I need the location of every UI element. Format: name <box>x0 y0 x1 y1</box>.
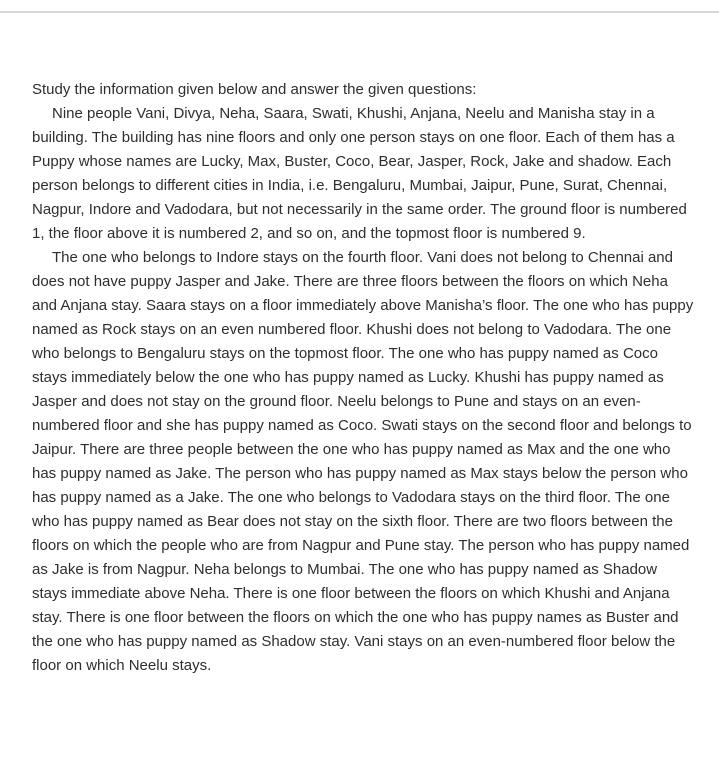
instruction-heading: Study the information given below and answer the given questions: <box>32 81 477 98</box>
puzzle-paragraph-clues: The one who belongs to Indore stays on the fourth floor. Vani does not belong to Chennai and does not have puppy Jasper and Jake. There are three floors between the floors on which Neha and Anjana stay. Saara stays on a floor immediately above Manisha’s floor. The one who has puppy named as Rock stays on an even numbered floor. Khushi does not belong to Vadodara. The one who belongs to Bengaluru stays on the topmost floor. The one who has puppy named as Coco stays immediately below the one who has puppy named as Lucky. Khushi has puppy named as Jasper and does not stay on the ground floor. Neelu belongs to Pune and stays on an even-numbered floor and she has puppy named as Coco. Swati stays on the second floor and belongs to Jaipur. There are three people between the one who has puppy named as Max and the one who has puppy named as Jake. The person who has puppy named as Max stays below the person who has puppy named as a Jake. The one who belongs to Vadodara stays on the third floor. The one who has puppy named as Bear does not stay on the sixth floor. There are two floors between the floors on which the people who are from Nagpur and Pune stay. The person who has puppy named as Jake is from Nagpur. Neha belongs to Mumbai. The one who has puppy named as Shadow stays immediate above Neha. There is one floor between the floors on which Khushi and Anjana stay. There is one floor between the floors on which the one who has puppy names as Buster and the one who has puppy named as Shadow stay. Vani stays on an even-numbered floor below the floor on which Neelu stays. <box>32 249 694 674</box>
puzzle-paragraph-setup: Nine people Vani, Divya, Neha, Saara, Swati, Khushi, Anjana, Neelu and Manisha stay in a building. The building has nine floors and only one person stays on one floor. Each of them has a Puppy whose names are Lucky, Max, Buster, Coco, Bear, Jasper, Rock, Jake and shadow. Each person belongs to different cities in India, i.e. Bengaluru, Mumbai, Jaipur, Pune, Surat, Chennai, Nagpur, Indore and Vadodara, but not necessarily in the same order. The ground floor is numbered 1, the floor above it is numbered 2, and so on, and the topmost floor is numbered 9. <box>32 105 687 242</box>
puzzle-text <box>32 78 694 678</box>
top-divider <box>0 11 719 13</box>
